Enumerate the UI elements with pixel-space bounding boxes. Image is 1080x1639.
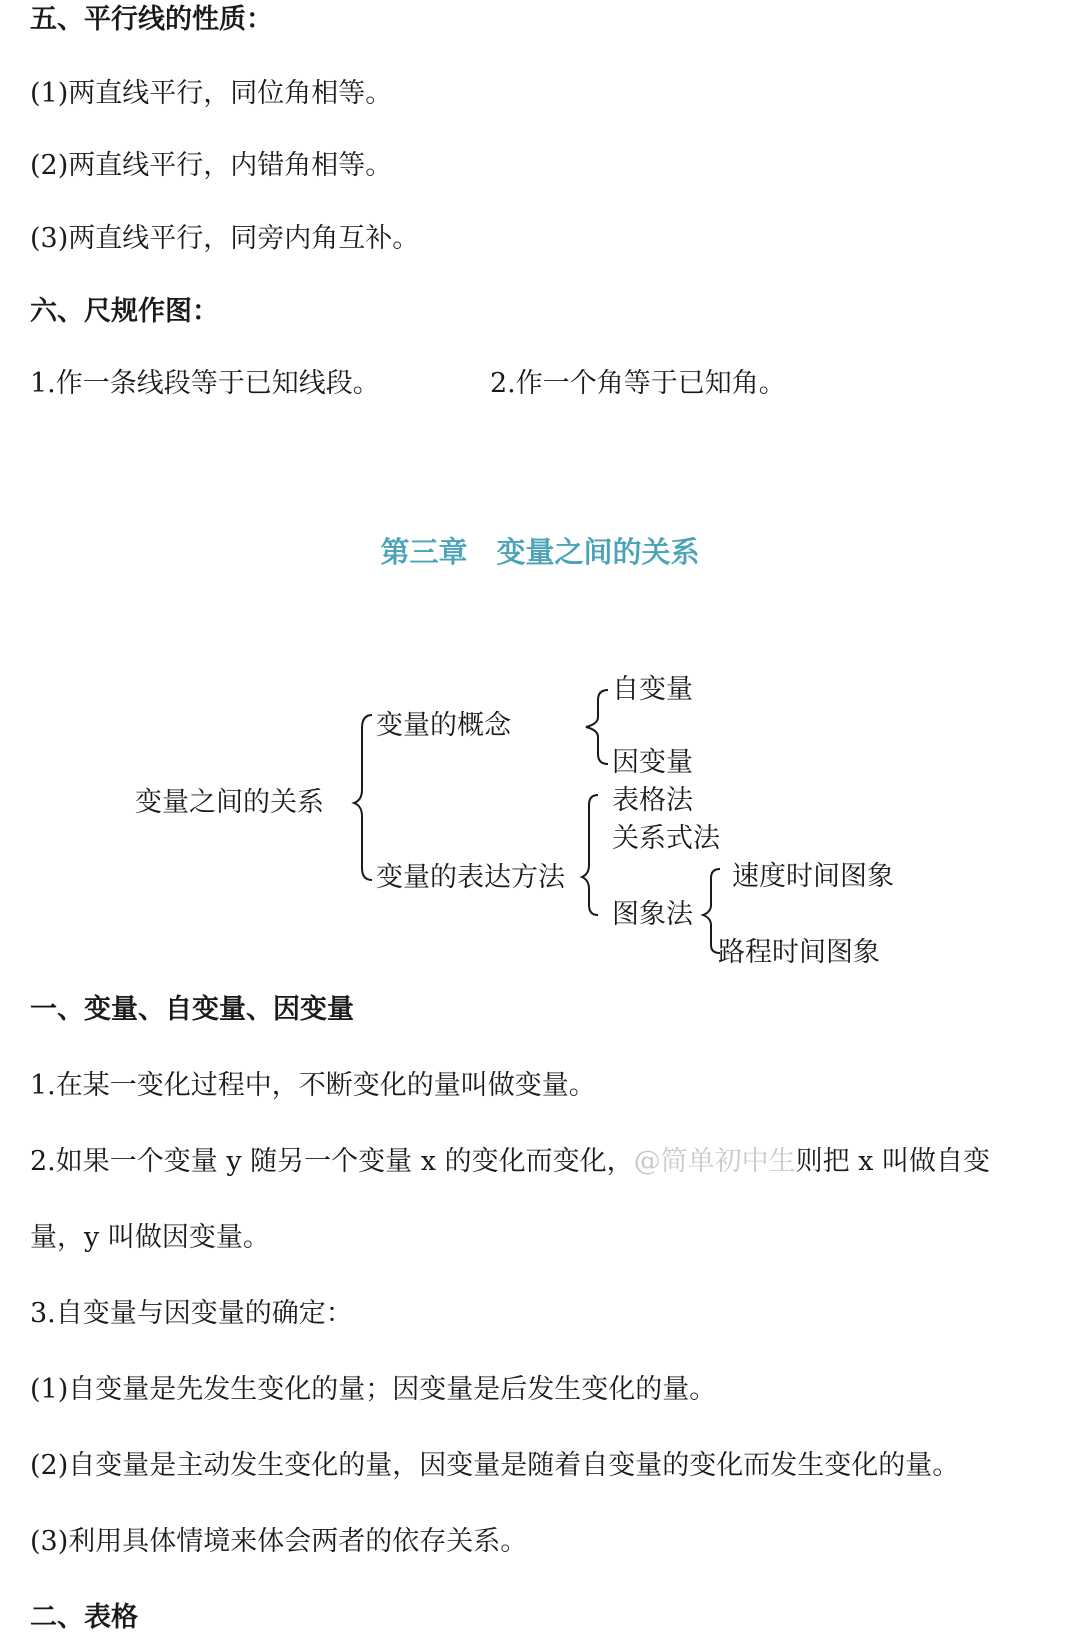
paragraph: 3.自变量与因变量的确定： (30, 1298, 353, 1329)
chapter-title: 第三章 变量之间的关系 (380, 535, 700, 569)
brace-concept (586, 690, 608, 764)
diagram-node-concept: 变量的概念 (376, 710, 511, 741)
list-item: 1.作一条线段等于已知线段。 (30, 368, 380, 399)
list-item: (2)两直线平行，内错角相等。 (30, 150, 393, 181)
diagram-node-expression: 变量的表达方法 (376, 862, 565, 893)
section-title-variables: 一、变量、自变量、因变量 (30, 994, 354, 1025)
diagram-node-speed-time: 速度时间图象 (732, 861, 894, 892)
list-item: 2.作一个角等于已知角。 (490, 368, 786, 399)
section-title-construction: 六、尺规作图： (30, 296, 219, 327)
list-item: (3)两直线平行，同旁内角互补。 (30, 223, 420, 254)
diagram-node-distance-time: 路程时间图象 (718, 937, 880, 968)
diagram-node-dependent: 因变量 (612, 747, 693, 778)
list-item: (1)两直线平行，同位角相等。 (30, 78, 393, 109)
brace-root (354, 715, 372, 880)
watermark: @简单初中生 (633, 1146, 796, 1177)
paragraph (30, 1144, 990, 1180)
section-title-parallel-properties: 五、平行线的性质： (30, 4, 273, 35)
paragraph: 1.在某一变化过程中，不断变化的量叫做变量。 (30, 1070, 596, 1101)
diagram-node-graph-method: 图象法 (612, 899, 693, 930)
diagram-root: 变量之间的关系 (135, 787, 324, 818)
diagram-node-formula-method: 关系式法 (612, 823, 720, 854)
paragraph-text: 2.如果一个变量 y 随另一个变量 x 的变化而变化， (30, 1146, 634, 1177)
paragraph-text: 则把 x 叫做自变 (795, 1146, 990, 1177)
brace-expression (582, 795, 598, 915)
diagram-node-table-method: 表格法 (612, 785, 693, 816)
section-title-table: 二、表格 (30, 1602, 138, 1633)
list-item: (2)自变量是主动发生变化的量，因变量是随着自变量的变化而发生变化的量。 (30, 1450, 960, 1481)
list-item: (1)自变量是先发生变化的量；因变量是后发生变化的量。 (30, 1374, 717, 1405)
paragraph: 量，y 叫做因变量。 (30, 1222, 270, 1253)
list-item: (3)利用具体情境来体会两者的依存关系。 (30, 1526, 528, 1557)
diagram-node-independent: 自变量 (612, 674, 693, 705)
